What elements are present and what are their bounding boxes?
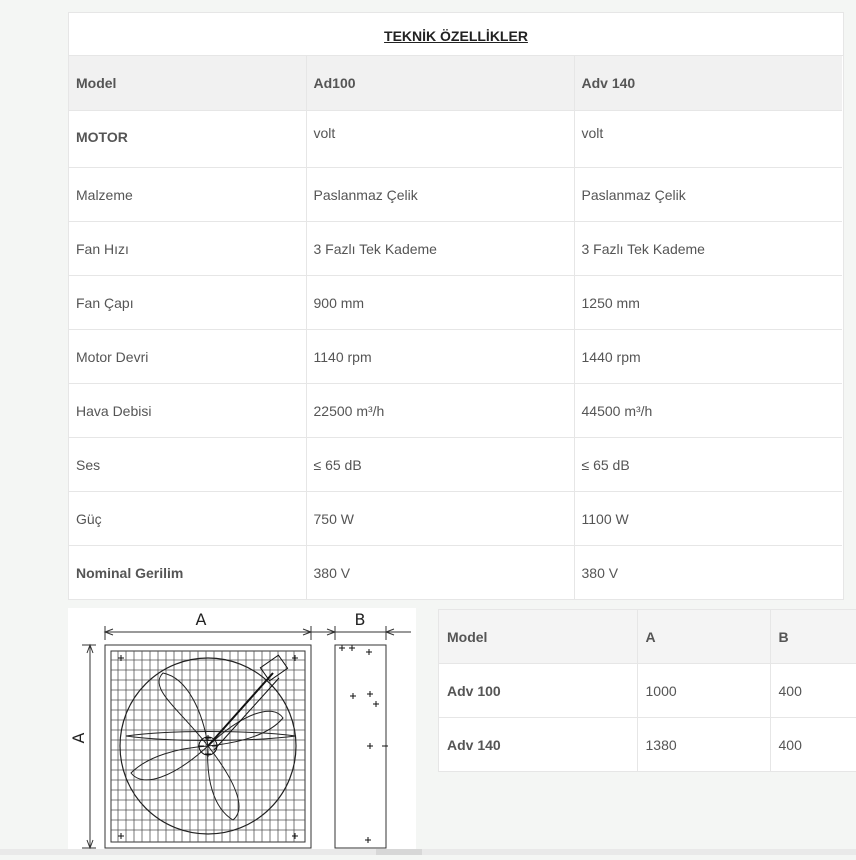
row-label: Malzeme [69,168,306,222]
dim-header-row [439,610,856,664]
side-bolt-marks [339,645,388,843]
dim-header-a: A [637,610,770,664]
drawing-label-b: B [354,610,366,629]
spec-title: TEKNİK ÖZELLİKLER [69,13,843,56]
spec-row-motor [69,111,842,168]
spec-row-ses [69,438,842,492]
row-label: Fan Hızı [69,222,306,276]
row-label: Motor Devri [69,330,306,384]
row-label: Ses [69,438,306,492]
row-value-adv140: 3 Fazlı Tek Kademe [574,222,842,276]
dim-a-value: 1000 [637,664,770,718]
row-value-adv140: 1250 mm [574,276,842,330]
row-value-ad100: 380 V [306,546,574,600]
spec-table-card [68,12,844,600]
row-value-ad100: ≤ 65 dB [306,438,574,492]
spec-row-fan-capi [69,276,842,330]
spec-table [69,56,842,599]
spec-header-ad100: Ad100 [306,56,574,111]
row-value-ad100: volt [306,111,574,168]
dimension-table-card [438,609,856,772]
horizontal-scrollbar[interactable] [0,849,856,855]
spec-row-hava-debisi [69,384,842,438]
row-value-adv140: 1440 rpm [574,330,842,384]
row-value-adv140: 44500 m³/h [574,384,842,438]
row-value-ad100: 3 Fazlı Tek Kademe [306,222,574,276]
dim-row-adv100 [439,664,856,718]
spec-row-guc [69,492,842,546]
fan-blade [208,746,239,820]
motor-block [260,655,287,681]
row-value-ad100: 22500 m³/h [306,384,574,438]
dim-header-b: B [770,610,856,664]
row-value-adv140: 1100 W [574,492,842,546]
row-value-adv140: 380 V [581,564,619,581]
spec-row-motor-devri [69,330,842,384]
row-value-ad100: 1140 rpm [306,330,574,384]
dimension-table [439,610,856,771]
row-value-ad100: 900 mm [306,276,574,330]
spec-header-model: Model [69,56,306,111]
dim-row-adv140 [439,718,856,772]
fan-technical-drawing [68,608,416,855]
row-value-adv140: Paslanmaz Çelik [574,168,842,222]
dim-model: Adv 100 [439,664,637,718]
row-value-ad100: 750 W [306,492,574,546]
dim-b-value: 400 [778,736,802,753]
fan-drawing-svg [68,608,416,855]
dim-b-value: 400 [770,664,856,718]
row-label: MOTOR [69,111,306,168]
dim-a-value: 1380 [637,718,770,772]
fan-blade [131,746,208,780]
motor-arm [208,673,273,746]
spec-row-nominal-gerilim [69,546,842,600]
fan-side-view [335,645,386,848]
row-label: Hava Debisi [69,384,306,438]
row-label: Fan Çapı [69,276,306,330]
drawing-label-a-top: A [195,610,207,629]
row-value-adv140: ≤ 65 dB [574,438,842,492]
spec-row-malzeme [69,168,842,222]
row-label: Güç [69,492,306,546]
spec-row-fan-hizi [69,222,842,276]
spec-header-row [69,56,842,111]
scrollbar-thumb[interactable] [376,849,422,855]
row-label: Nominal Gerilim [69,546,306,600]
dim-header-model: Model [439,610,637,664]
row-value-adv140: volt [574,111,842,168]
drawing-label-a-side: A [69,732,88,744]
fan-blade-horizontal [126,732,296,741]
row-value-ad100: Paslanmaz Çelik [306,168,574,222]
spec-header-adv140: Adv 140 [574,56,842,111]
dim-model: Adv 140 [439,718,637,772]
